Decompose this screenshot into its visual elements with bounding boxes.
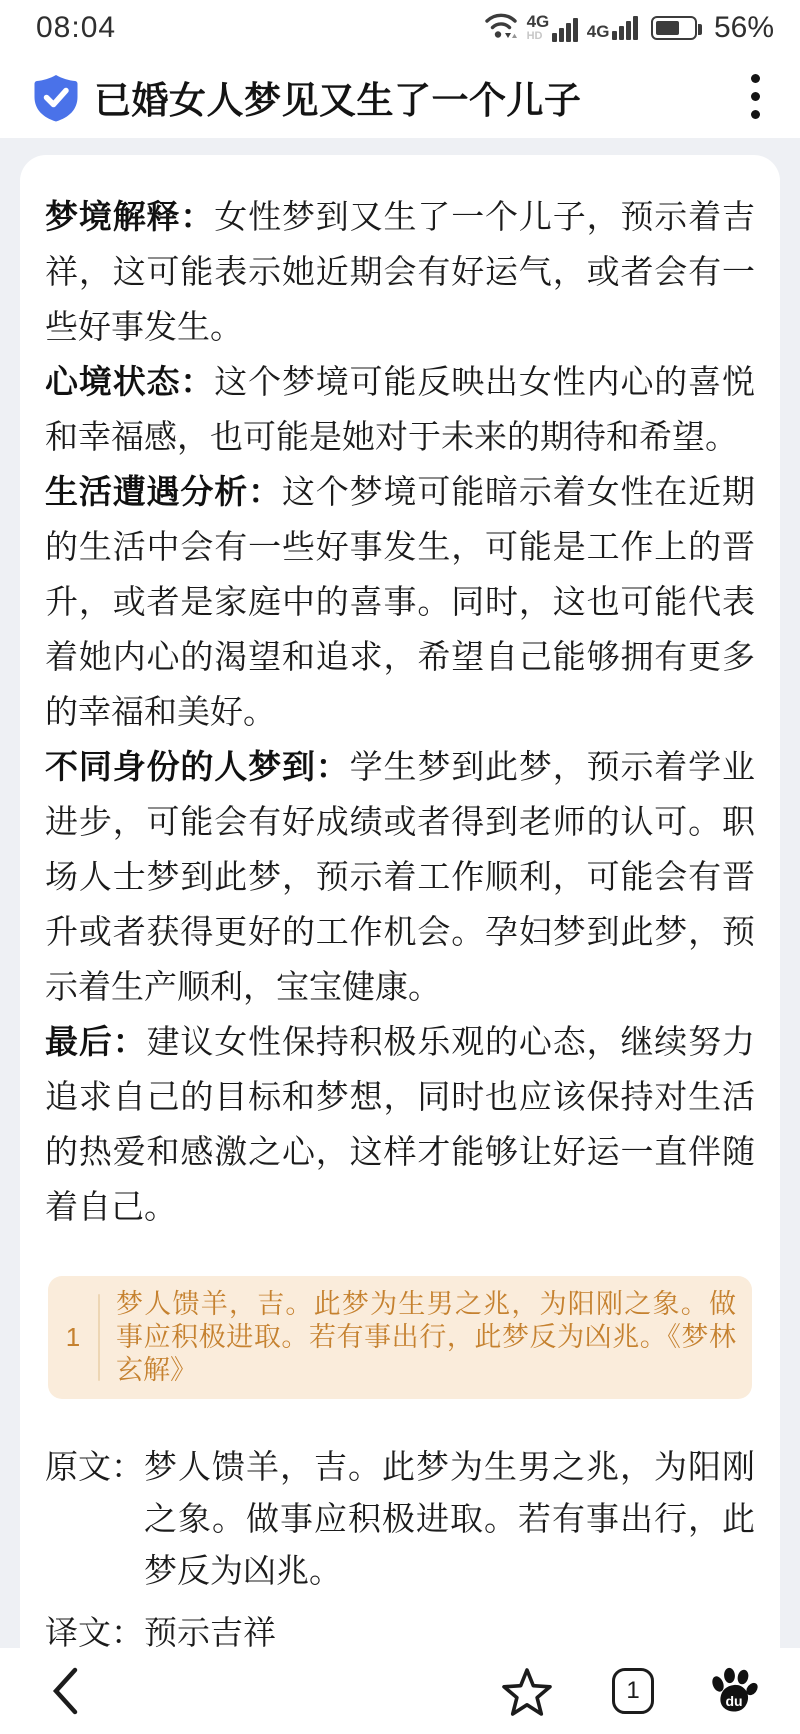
status-icons <box>484 10 774 45</box>
paragraph-text: 女性梦到又生了一个儿子，预示着吉祥，这可能表示她近期会有好运气，或者会有一些好事发生。 <box>45 198 756 345</box>
more-menu-icon[interactable] <box>749 68 762 125</box>
baidu-home-button[interactable] <box>706 1648 762 1734</box>
paragraph-label: 心境状态： <box>45 363 215 400</box>
citation-text: 梦人馈羊，吉。此梦为生男之兆，为阳刚之象。做事应积极进取。若有事出行，此梦反为凶兆。《梦林玄解》 <box>116 1289 736 1385</box>
translation-row <box>45 1607 755 1648</box>
translation-label: 译文： <box>45 1614 144 1648</box>
paragraph-text: 建议女性保持积极乐观的心态，继续努力追求自己的目标和梦想，同时也应该保持对生活的热爱和感激之心，这样才能够让好运一直伴随着自己。 <box>45 1023 756 1225</box>
paragraph-final-advice <box>45 1014 755 1234</box>
paragraph-text: 这个梦境可能反映出女性内心的喜悦和幸福感，也可能是她对于未来的期待和希望。 <box>45 363 756 455</box>
paragraph-label: 生活遭遇分析： <box>45 473 282 510</box>
svg-text:du: du <box>725 1693 743 1709</box>
paragraph-label: 梦境解释： <box>45 198 215 235</box>
paragraph-label: 最后： <box>45 1023 147 1060</box>
citation-index: 1 <box>65 1322 81 1352</box>
tabs-button[interactable] <box>608 1648 658 1734</box>
original-text-content: 梦人馈羊，吉。此梦为生男之兆，为阳刚之象。做事应积极进取。若有事出行，此梦反为凶兆。 <box>144 1448 755 1589</box>
favorite-button[interactable] <box>499 1648 555 1734</box>
paragraph-text: 学生梦到此梦，预示着学业进步，可能会有好成绩或者得到老师的认可。职场人士梦到此梦，预示着工作顺利，可能会有晋升或者获得更好的工作机会。孕妇梦到此梦，预示着生产顺利，宝宝健康。 <box>45 748 756 1005</box>
paragraph-different-identities <box>45 739 755 1014</box>
cellular-signal-1-icon: 4G HD <box>527 13 578 42</box>
page-title: 已婚女人梦见又生了一个儿子 <box>94 79 582 121</box>
translation-content: 预示吉祥 <box>144 1614 276 1648</box>
paragraph-label: 不同身份的人梦到： <box>45 748 350 785</box>
battery-icon <box>651 16 697 40</box>
original-text-row <box>45 1441 755 1597</box>
bottom-nav-bar <box>0 1648 800 1734</box>
paragraph-life-analysis <box>45 464 755 739</box>
title-bar <box>0 55 800 138</box>
status-bar <box>0 0 800 55</box>
chevron-left-icon <box>52 1667 78 1715</box>
paragraph-dream-explanation <box>45 189 755 354</box>
battery-percent: 56% <box>713 10 774 44</box>
cellular-signal-2-icon: 4G <box>587 16 638 40</box>
star-icon <box>501 1665 553 1717</box>
baidu-paw-icon <box>709 1666 759 1716</box>
wifi-icon <box>484 10 518 45</box>
tab-counter: 1 <box>612 1668 654 1714</box>
article-card <box>20 155 780 1648</box>
original-text-label: 原文： <box>45 1448 144 1485</box>
verified-shield-icon <box>32 73 80 123</box>
paragraph-mood-state <box>45 354 755 464</box>
back-button[interactable] <box>40 1648 90 1734</box>
paragraph-text: 这个梦境可能暗示着女性在近期的生活中会有一些好事发生，可能是工作上的晋升，或者是家庭中的喜事。同时，这也可能代表着她内心的渴望和追求，希望自己能够拥有更多的幸福和美好。 <box>45 473 756 730</box>
reference-citation-chip[interactable] <box>48 1276 752 1399</box>
clock: 08:04 <box>36 10 117 44</box>
